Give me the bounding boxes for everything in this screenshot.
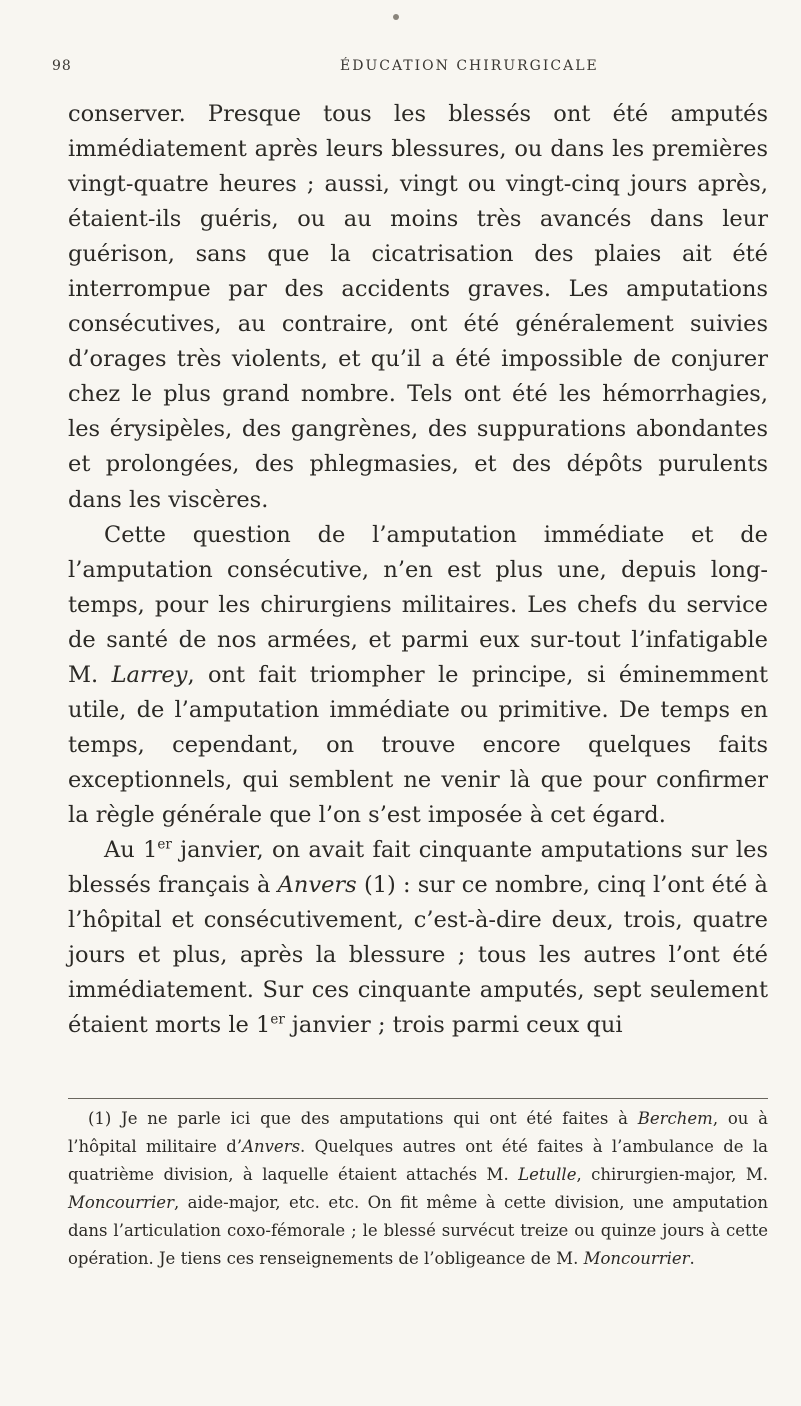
running-head: ÉDUCATION CHIRURGICALE	[340, 58, 599, 74]
italic-name: Moncourrier	[583, 1249, 690, 1268]
text-run: , chirurgien-major, M.	[576, 1165, 768, 1184]
paragraph	[68, 97, 768, 518]
page-header	[40, 58, 761, 88]
text-run: .	[689, 1249, 695, 1268]
body-text	[68, 97, 768, 1043]
text-run: (1) : sur ce nombre, cinq l’ont été à l’hôpital et consécutivement, c’est-à-dire deux, trois, quatre jours et plus, après la blessure ; tous les autres l’ont été immédiatement. Sur ces cinquante amputés, sept seulement étaient morts le 1	[68, 872, 768, 1039]
text-run: (1) Je ne parle ici que des amputations qui ont été faites à	[88, 1109, 638, 1128]
text-run: , ont fait triompher le principe, si éminemment utile, de l’amputation immédiate ou primitive. De temps en temps, cependant, on trouve encore quelques faits exceptionnels, qui semblent ne venir là que pour confirmer la règle générale que l’on s’est imposée à cet égard.	[68, 661, 769, 828]
text-run: Cette question de l’amputation immédiate et de l’amputation consécutive, n’en est plus une, depuis long-temps, pour les chirurgiens militaires. Les chefs du service de santé de nos armées, et parmi eux sur-tout l’infatigable M.	[68, 521, 768, 688]
paragraph	[68, 833, 768, 1043]
text-run: . Quelques autres ont été faites à l’ambulance de la quatrième division, à laquelle étaient attachés M.	[68, 1137, 768, 1184]
italic-name: Berchem	[637, 1109, 713, 1128]
text-run: , aide-major, etc. etc. On fit même à cette division, une amputation dans l’articulation coxo-fémorale ; le blessé survécut treize ou quinze jours à cette opération. Je tiens ces renseignements de l’obligeance de M.	[68, 1193, 768, 1268]
text-run: Au 1	[104, 836, 158, 863]
page-number: 98	[52, 58, 72, 74]
text-run: janvier ; trois parmi ceux qui	[284, 1012, 623, 1039]
text-run: conserver. Presque tous les blessés ont été amputés immédiatement après leurs blessures, ou dans les premières vingt-quatre heures ; aussi, vingt ou vingt-cinq jours après, étaient-ils guéris, ou au moins très avancés dans leur guérison, sans que la cicatrisation des plaies ait été interrompue par des accidents graves. Les amputations consécutives, au contraire, ont été généralement suivies d’orages très violents, et qu’il a été impossible de conjurer chez le plus grand nombre. Tels ont été les hémorrhagies, les érysipèles, des gangrènes, des suppurations abondantes et prolongées, des phlegmasies, et des dépôts purulents dans les viscères.	[68, 101, 768, 513]
footnote-rule	[68, 1098, 768, 1099]
text-run: janvier, on avait fait cinquante amputations sur les blessés français à	[68, 836, 768, 899]
ordinal-superscript: er	[157, 836, 172, 853]
italic-name: Anvers	[277, 872, 357, 899]
italic-name: Larrey	[111, 661, 188, 688]
paragraph	[68, 518, 768, 833]
italic-name: Letulle	[518, 1165, 577, 1184]
italic-name: Anvers	[242, 1137, 301, 1156]
text-run: , ou à l’hôpital militaire d’	[68, 1109, 768, 1156]
footnote-text	[68, 1105, 768, 1273]
ordinal-superscript: er	[270, 1011, 285, 1028]
paper-speck	[393, 14, 399, 20]
italic-name: Moncourrier	[68, 1193, 174, 1212]
footnote	[68, 1105, 768, 1273]
